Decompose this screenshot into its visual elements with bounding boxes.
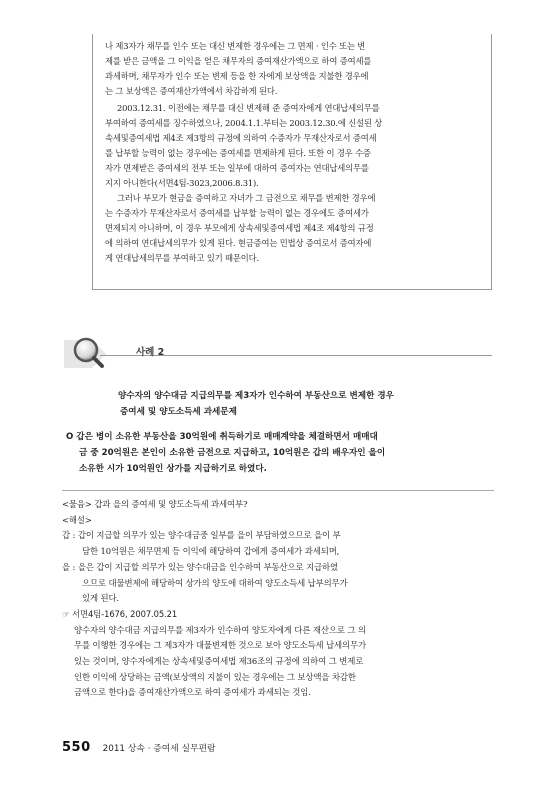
box-line: 그러나 부모가 현금을 증여하고 자녀가 그 금전으로 채무를 변제한 경우에 [117, 193, 376, 203]
box-paragraph [105, 39, 483, 99]
answer-line: 갑 : 갑이 지급할 의무가 있는 양수대금중 일부를 을이 부담하였으므로 을이 부 [62, 530, 341, 541]
answer-line: 무를 이행한 경우에는 그 제3자가 대물변제한 것으로 보아 양도소득세 납세의무가 [74, 640, 366, 651]
box-line: 과세하며, 채무자가 인수 또는 변제 등을 한 자에게 보상액을 지불한 경우에 [105, 71, 369, 81]
question-line: 금 중 20억원은 본인이 소유한 금전으로 지급하고, 10억원은 갑의 배우자인 을이 [79, 448, 386, 458]
answer-line: 양수자의 양수대금 지급의무를 제3자가 인수하여 양도자에게 다른 재산으로 그 의 [74, 624, 366, 635]
answer-line: 있게 된다. [82, 593, 120, 604]
case-header [62, 328, 492, 374]
answer-line: 담한 10억원은 채무면제 등 이익에 해당하여 갑에게 증여세가 과세되며, [82, 546, 340, 557]
case-label: 사례 2 [136, 347, 165, 358]
question-line: 소유한 시가 10억원인 상가를 지급하기로 하였다. [79, 464, 267, 474]
answer-section [62, 497, 496, 701]
page-number: 550 [62, 740, 91, 755]
box-line: 게 연대납세의무를 부여하고 있기 때문이다. [105, 253, 260, 263]
box-line: 면제되지 아니하며, 이 경우 부모에게 상속세및증여세법 제4조 제4항의 규정 [105, 223, 374, 233]
box-line: 를 납부할 능력이 없는 경우에는 증여세를 면제하게 된다. 또한 이 경우 수증 [105, 148, 371, 158]
box-line: 지지 아니한다(서면4팀-3023,2006.8.31). [105, 178, 259, 188]
box-line: 부여하여 증여세를 징수하였으나, 2004.1.1.부터는 2003.12.30.에 신설된 상 [105, 118, 383, 128]
answer-line: 있는 것이며, 양수자에게는 상속세및증여세법 제36조의 규정에 의하여 그 변제로 [74, 656, 364, 667]
box-line: 는 수증자가 무재산자로서 증여세를 납부할 능력이 없는 경우에도 증여세가 [105, 208, 369, 218]
box-paragraph [105, 191, 483, 266]
case-title-line: 증여세 및 양도소득세 과세문제 [120, 407, 237, 417]
previous-explanation-box [92, 34, 492, 290]
box-line: 제를 받은 금액을 그 이익을 얻은 채무자의 증여재산가액으로 하여 증여세를 [105, 56, 372, 66]
answer-line: <물음> 갑과 을의 증여세 및 양도소득세 과세여부? [62, 499, 248, 509]
box-line: 속세및증여세법 제4조 제3항의 규정에 의하여 수증자가 무재산자로서 증여세 [105, 133, 377, 143]
box-line: 에 의하여 연대납세의무가 있게 된다. 현금증여는 민법상 증여로서 증여자에 [105, 238, 372, 248]
answer-line: 으므로 대물변제에 해당하여 상가의 양도에 대하여 양도소득세 납부의무가 [82, 577, 348, 588]
box-line: 는 그 보상액은 증여재산가액에서 차감하게 된다. [105, 86, 278, 96]
question-line: O 갑은 병이 소유한 부동산을 30억원에 취득하기로 매매계약을 체결하면서 매매대 [66, 432, 378, 442]
answer-line: 금액으로 한다)을 증여재산가액으로 하여 증여세가 과세되는 것임. [74, 687, 311, 698]
book-title: 2011 상속 · 증여세 실무편람 [102, 744, 216, 754]
section-divider [62, 490, 494, 491]
case-question [66, 429, 494, 477]
box-line: 2003.12.31. 이전에는 채무를 대신 변제해 준 증여자에게 연대납세의무를 [117, 103, 380, 113]
box-paragraph [105, 101, 483, 191]
box-line: 나 제3자가 채무를 인수 또는 대신 변제한 경우에는 그 면제 · 인수 또는 변 [105, 41, 366, 51]
page-footer [62, 740, 216, 756]
answer-line: <해설> [62, 514, 92, 525]
answer-line: ☞ 서면4팀-1676, 2007.05.21 [62, 608, 178, 619]
magnifier-icon [62, 328, 112, 374]
box-line: 자가 면제받은 증여세의 전부 또는 일부에 대하여 증여자는 연대납세의무를 [105, 163, 369, 173]
case-title [118, 388, 498, 420]
answer-line: 을 : 을은 갑이 지급할 의무가 있는 양수대금을 인수하여 부동산으로 지급하였 [62, 561, 339, 572]
answer-line: 인한 이익에 상당하는 금액(보상액의 지불이 있는 경우에는 그 보상액을 차감한 [74, 671, 356, 682]
case-title-line: 양수자의 양수대금 지급의무를 제3자가 인수하여 부동산으로 변제한 경우 [118, 391, 394, 401]
